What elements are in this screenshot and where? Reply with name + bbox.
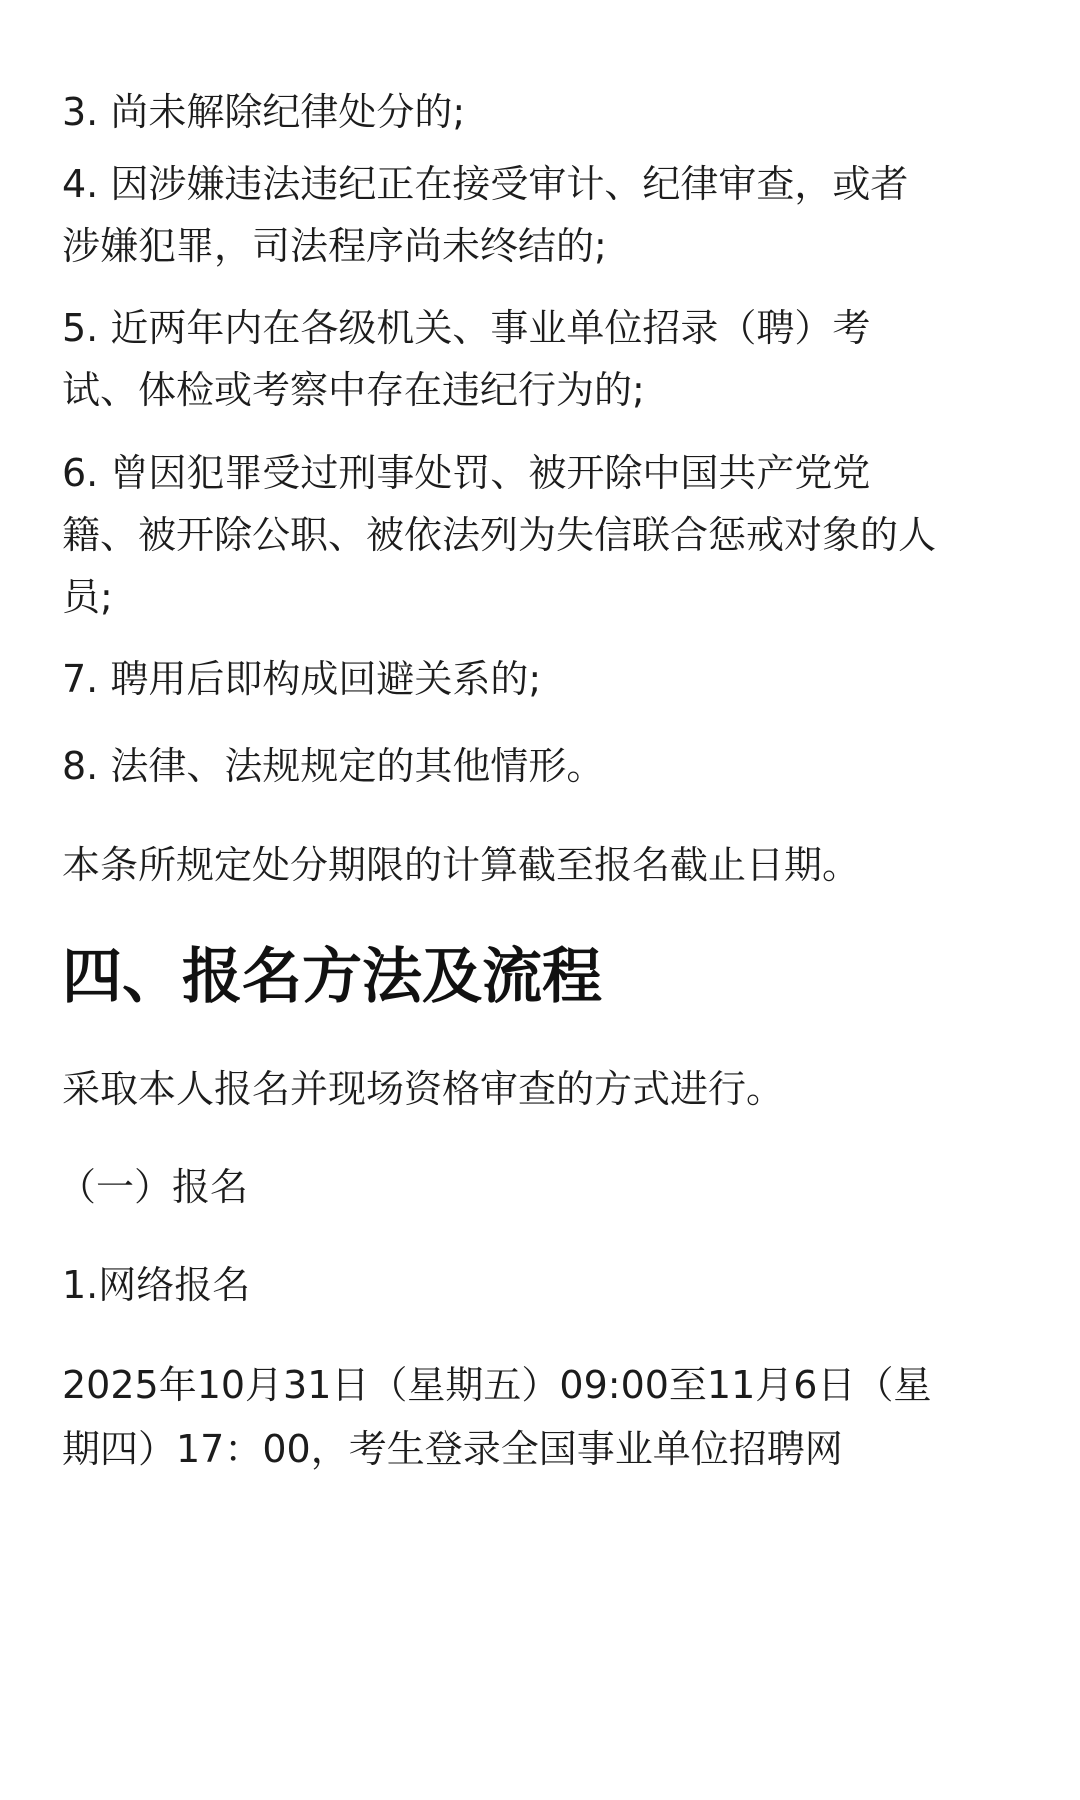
subitem-body-line-2: 期四）17：00，考生登录全国事业单位招聘网 xyxy=(62,1427,843,1471)
item-5-line-2: 试、体检或考察中存在违纪行为的; xyxy=(62,368,645,412)
subsection-title: （一）报名 xyxy=(58,1165,249,1209)
subitem-body-line-1: 2025年10月31日（星期五）09:00至11月6日（星 xyxy=(62,1363,932,1407)
item-3-line-1: 3. 尚未解除纪律处分的; xyxy=(62,90,466,134)
item-6-line-2: 籍、被开除公职、被依法列为失信联合惩戒对象的人 xyxy=(62,513,937,557)
item-5-line-1: 5. 近两年内在各级机关、事业单位招录（聘）考 xyxy=(62,306,871,350)
item-6-line-3: 员; xyxy=(62,575,113,619)
item-6-line-1: 6. 曾因犯罪受过刑事处罚、被开除中国共产党党 xyxy=(62,451,871,495)
item-4-line-1: 4. 因涉嫌违法违纪正在接受审计、纪律审查，或者 xyxy=(62,162,909,206)
subitem-title: 1.网络报名 xyxy=(62,1263,251,1307)
section-intro: 采取本人报名并现场资格审查的方式进行。 xyxy=(62,1067,785,1111)
section-heading: 四、报名方法及流程 xyxy=(62,942,602,1012)
item-8-line-1: 8. 法律、法规规定的其他情形。 xyxy=(62,744,605,788)
item-7-line-1: 7. 聘用后即构成回避关系的; xyxy=(62,657,542,701)
deadline-note: 本条所规定处分期限的计算截至报名截止日期。 xyxy=(62,843,861,887)
item-4-line-2: 涉嫌犯罪，司法程序尚未终结的; xyxy=(62,224,607,268)
